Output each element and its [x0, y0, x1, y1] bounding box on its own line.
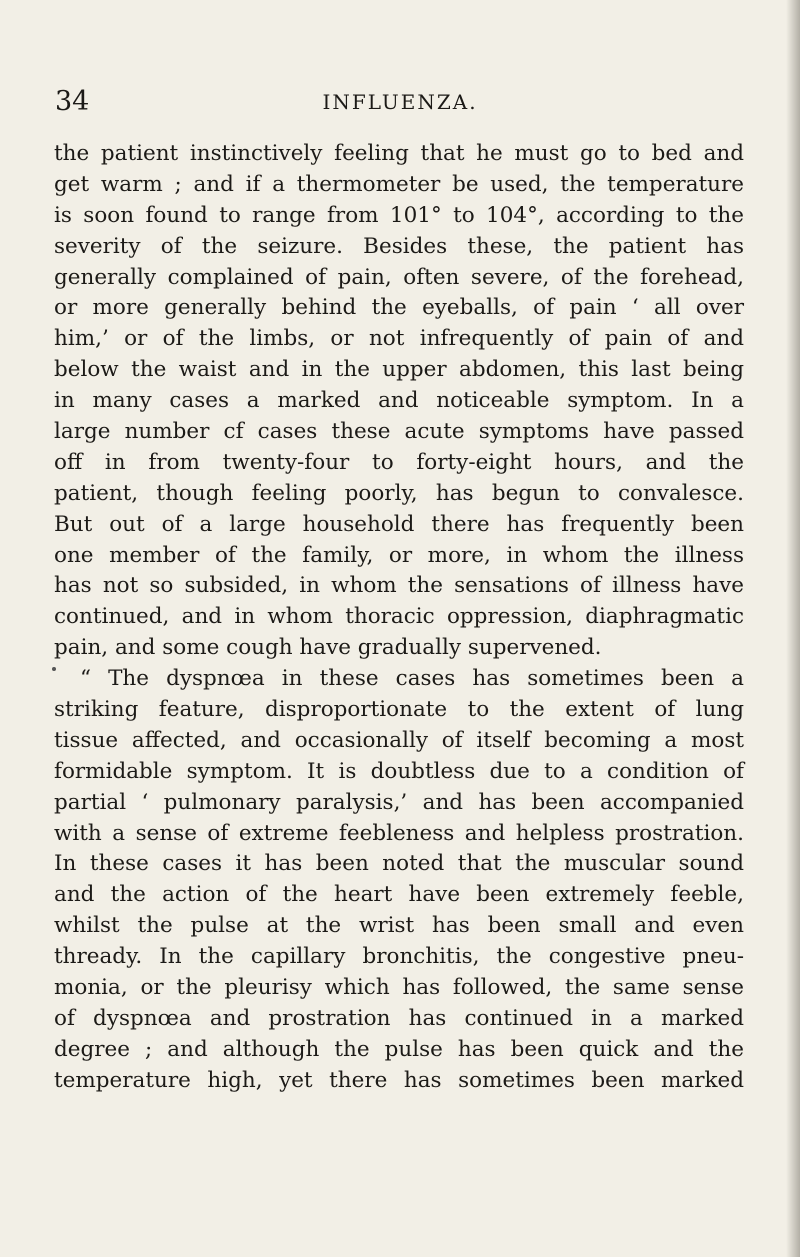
text-line: “ The dyspnœa in these cases has sometimes been a: [80, 666, 744, 692]
text-line: generally complained of pain, often severe, of the forehead,: [54, 264, 744, 290]
text-line: But out of a large household there has frequently been: [54, 511, 744, 537]
text-line: striking feature, disproportionate to the extent of lung: [54, 697, 744, 723]
text-line: below the waist and in the upper abdomen, this last being: [54, 357, 744, 383]
text-line: has not so subsided, in whom the sensations of illness have: [54, 573, 744, 599]
running-title: INFLUENZA.: [322, 90, 478, 114]
text-line: In these cases it has been noted that the muscular sound: [54, 851, 744, 877]
text-line: is soon found to range from 101° to 104°, according to the: [54, 202, 744, 228]
text-line: patient, though feeling poorly, has begun to convalesce.: [54, 480, 744, 506]
page-edge-shadow: [786, 0, 800, 1257]
page-number: 34: [55, 86, 90, 117]
running-head: [55, 86, 745, 126]
text-line: with a sense of extreme feebleness and helpless prostration.: [54, 820, 744, 846]
text-line: degree ; and although the pulse has been quick and the: [54, 1036, 744, 1062]
text-line: monia, or the pleurisy which has followed, the same sense: [54, 975, 744, 1001]
text-line: thready. In the capillary bronchitis, the congestive pneu-: [54, 944, 744, 970]
text-line: get warm ; and if a thermometer be used, the temperature: [54, 171, 744, 197]
text-line: temperature high, yet there has sometimes been marked: [54, 1067, 744, 1093]
text-line: in many cases a marked and noticeable symptom. In a: [54, 388, 744, 414]
text-line: or more generally behind the eyeballs, of pain ‘ all over: [54, 295, 744, 321]
text-line: pain, and some cough have gradually supervened.: [54, 635, 602, 661]
text-line: one member of the family, or more, in whom the illness: [54, 542, 744, 568]
text-line: severity of the seizure. Besides these, the patient has: [54, 233, 744, 259]
body-text: [54, 139, 744, 1097]
text-line: whilst the pulse at the wrist has been small and even: [54, 913, 744, 939]
text-line: and the action of the heart have been extremely feeble,: [54, 882, 744, 908]
text-line: him,’ or of the limbs, or not infrequently of pain of and: [54, 326, 744, 352]
text-line: continued, and in whom thoracic oppression, diaphragmatic: [54, 604, 744, 630]
text-line: of dyspnœa and prostration has continued in a marked: [54, 1005, 744, 1031]
text-line: off in from twenty-four to forty-eight hours, and the: [54, 449, 744, 475]
text-line: the patient instinctively feeling that he must go to bed and: [54, 141, 744, 166]
text-line: tissue affected, and occasionally of itself becoming a most: [54, 727, 744, 753]
text-line: formidable symptom. It is doubtless due to a condition of: [54, 758, 744, 784]
text-line: partial ‘ pulmonary paralysis,’ and has been accompanied: [54, 789, 744, 815]
text-line: large number cf cases these acute symptoms have passed: [54, 419, 744, 445]
